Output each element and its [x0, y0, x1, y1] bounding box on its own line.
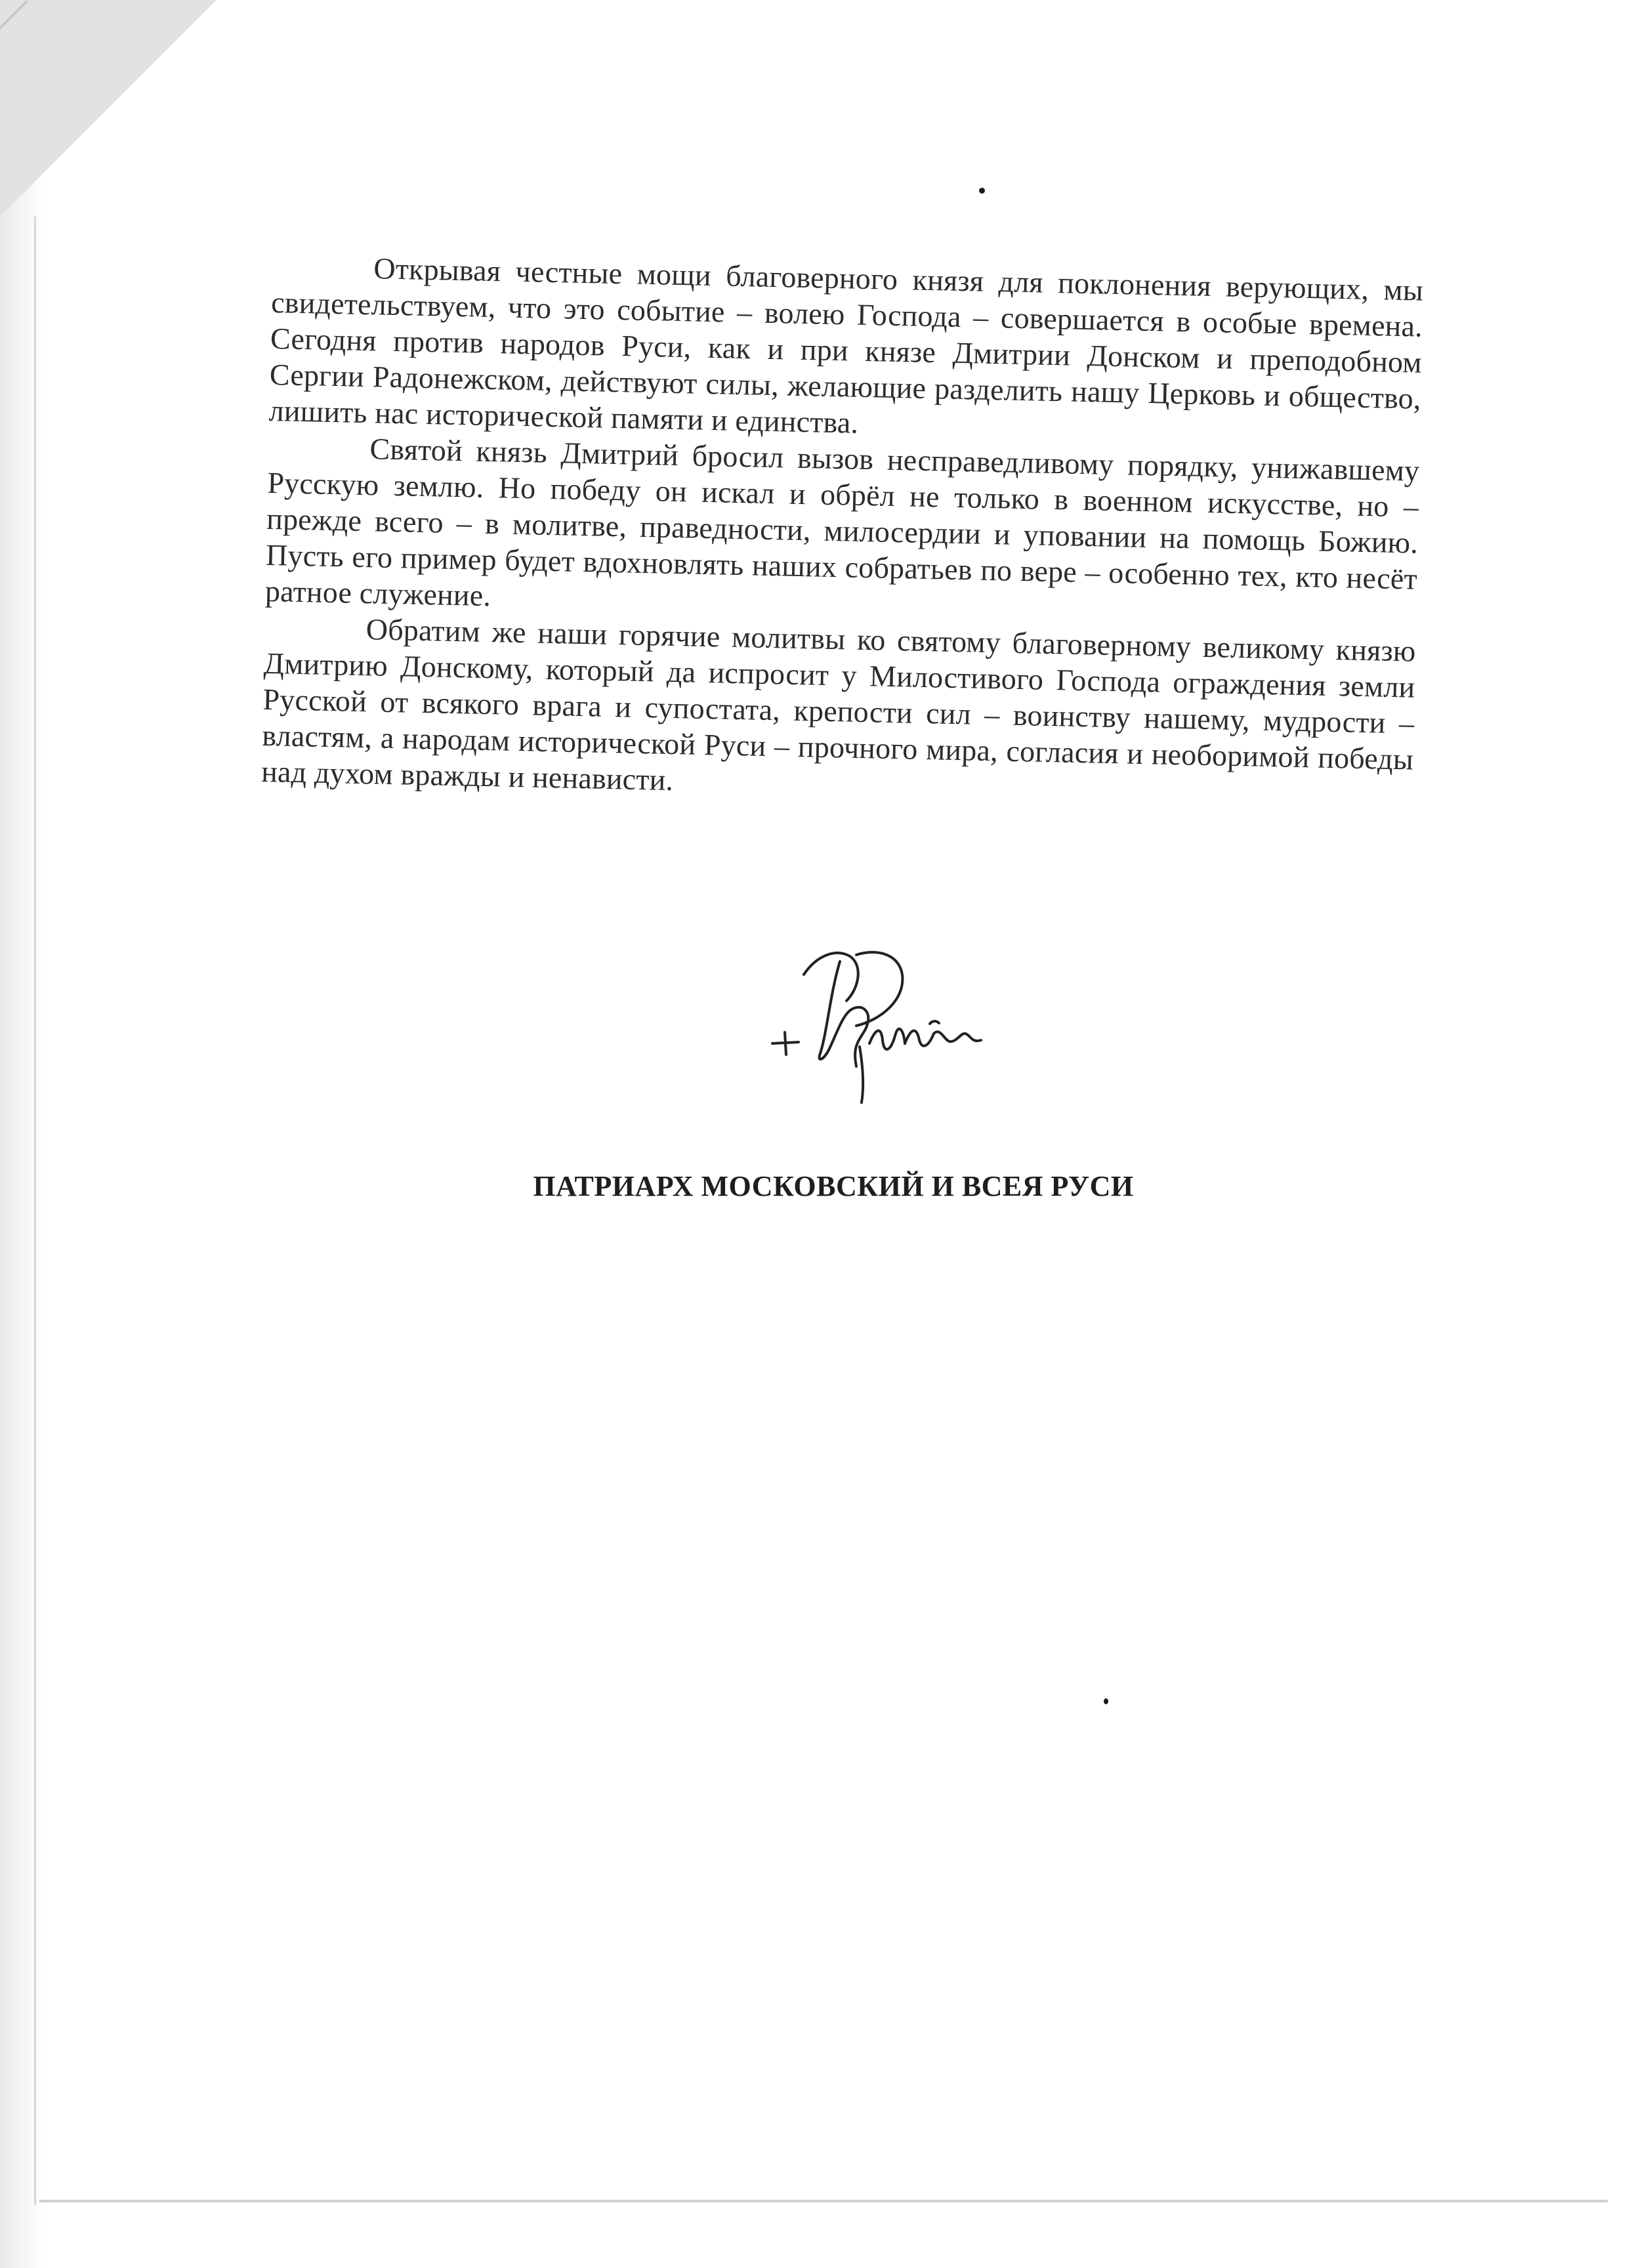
scan-bottom-edge [39, 2200, 1608, 2202]
letter-body [261, 248, 1424, 814]
author-title: ПАТРИАРХ МОСКОВСКИЙ И ВСЕЯ РУСИ [533, 1170, 1134, 1202]
scan-left-edge [0, 0, 46, 2268]
folded-corner [0, 0, 217, 217]
paragraph: Открывая честные мощи благоверного князя для поклонения верующих, мы свидетельствуем, что это событие – волею Господа – совершается в особые времена. Сегодня против народов Руси, как и при князе Дмитрии Донском и преподобном Сергии Радонежском, действуют силы, желающие разделить нашу Церковь и общество, лишить нас исторической памяти и единства. [268, 251, 1424, 440]
scan-edge-line [34, 217, 36, 2205]
handwritten-signature [764, 935, 1001, 1106]
scan-speck [1104, 1698, 1108, 1704]
paragraph: Святой князь Дмитрий бросил вызов несправедливому порядку, унижавшему Русскую землю. Но победу он искал и обрёл не только в военном искусстве, но – прежде всего – в молитве, праведности, милосердии и уповании на помощь Божию. Пусть его пример будет вдохновлять наших собратьев по вере – особенно тех, кто несёт ратное служение. [264, 432, 1420, 613]
paragraph: Обратим же наши горячие молитвы ко святому благоверному великому князю Дмитрию Донскому, который да испросит у Милостивого Господа ограждения земли Русской от всякого врага и супостата, крепости сил – воинству нашему, мудрости – властям, а народам исторической Руси – прочного мира, согласия и необоримой победы над духом вражды и ненависти. [261, 612, 1417, 797]
scan-speck [979, 188, 985, 194]
